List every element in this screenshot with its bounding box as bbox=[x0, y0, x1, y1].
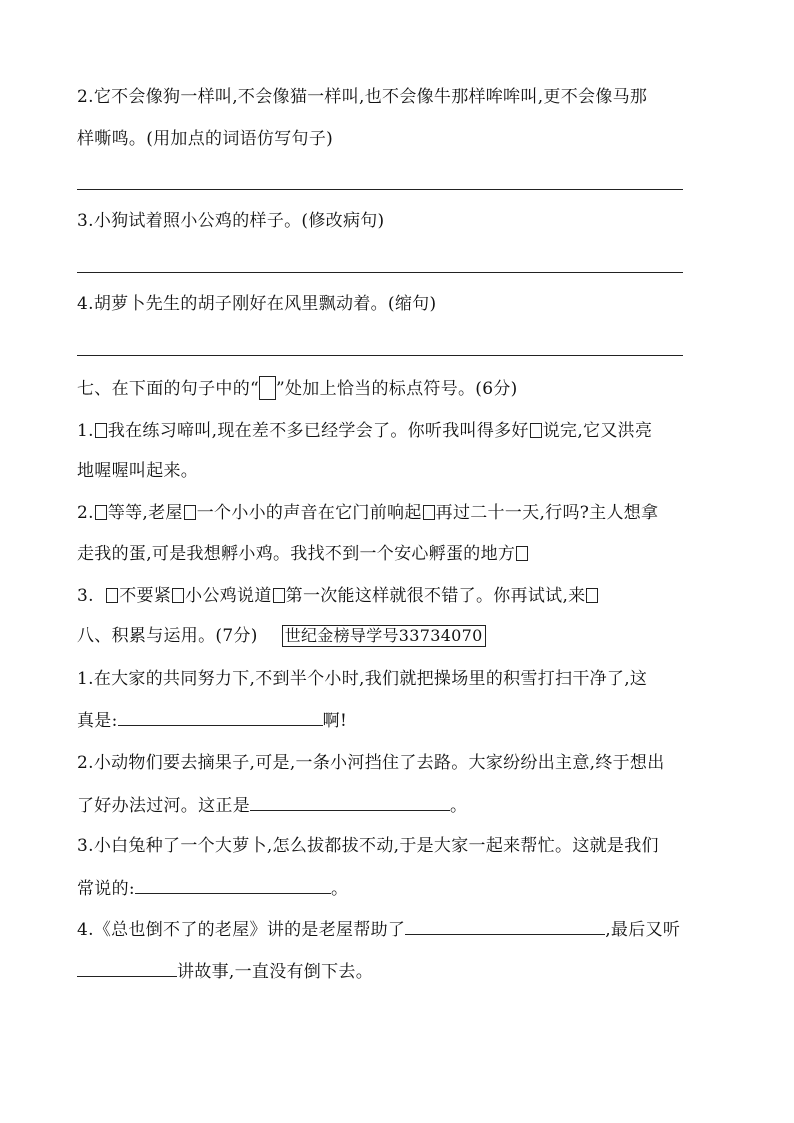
question-text: ,最后又听 bbox=[605, 920, 681, 940]
sentence-number: 3. bbox=[77, 586, 106, 606]
question-6-2-line-2: 样嘶鸣。(用加点的词语仿写句子) bbox=[77, 129, 334, 149]
punctuation-box[interactable] bbox=[95, 423, 107, 438]
question-text: 4.《总也倒不了的老屋》讲的是老屋帮助了 bbox=[77, 920, 406, 940]
sentence-number: 2. bbox=[77, 503, 94, 523]
punctuation-box[interactable] bbox=[273, 588, 285, 603]
question-6-4: 4.胡萝卜先生的胡子刚好在风里飘动着。(缩句) bbox=[77, 294, 437, 314]
question-8-2-line-1: 2.小动物们要去摘果子,可是,一条小河挡住了去路。大家纷纷出主意,终于想出 bbox=[77, 753, 665, 773]
sentence-7-1-line-2: 地喔喔叫起来。 bbox=[77, 461, 199, 481]
answer-blank-8-3[interactable] bbox=[135, 877, 331, 894]
punctuation-box[interactable] bbox=[95, 505, 107, 520]
sentence-text: 一个小小的声音在它门前响起 bbox=[196, 503, 422, 523]
sentence-text: 我在练习啼叫,现在差不多已经学会了。你听我叫得多好 bbox=[107, 421, 529, 441]
punctuation-box[interactable] bbox=[172, 588, 184, 603]
answer-line-6-3[interactable] bbox=[77, 272, 683, 273]
punctuation-box[interactable] bbox=[586, 588, 598, 603]
question-text: 。 bbox=[450, 796, 468, 816]
answer-blank-8-4a[interactable] bbox=[405, 918, 605, 935]
question-8-1-line-2 bbox=[77, 709, 347, 732]
punctuation-box[interactable] bbox=[184, 505, 196, 520]
question-text: 真是: bbox=[77, 711, 118, 731]
section-7-title bbox=[77, 376, 518, 400]
question-text: 啊! bbox=[322, 711, 348, 731]
study-number-stamp: 世纪金榜导学号33734070 bbox=[282, 625, 486, 647]
question-text: 常说的: bbox=[77, 879, 135, 899]
sentence-text: 等等,老屋 bbox=[107, 503, 183, 523]
punctuation-box-example bbox=[259, 376, 276, 400]
punctuation-box[interactable] bbox=[530, 423, 542, 438]
question-text: 了好办法过河。这正是 bbox=[77, 796, 250, 816]
answer-line-6-4[interactable] bbox=[77, 355, 683, 356]
question-8-2-line-2 bbox=[77, 794, 467, 817]
answer-line-6-2[interactable] bbox=[77, 189, 683, 190]
section-8-title bbox=[77, 625, 486, 647]
sentence-7-3 bbox=[77, 585, 599, 607]
section-8-title-text: 八、积累与运用。(7分) bbox=[77, 626, 258, 646]
punctuation-box[interactable] bbox=[423, 505, 435, 520]
section-7-title-start: 七、在下面的句子中的“ bbox=[77, 379, 259, 399]
sentence-7-2-line-2 bbox=[77, 543, 529, 565]
sentence-text: 走我的蛋,可是我想孵小鸡。我找不到一个安心孵蛋的地方 bbox=[77, 544, 516, 564]
sentence-text: 说完,它又洪亮 bbox=[542, 421, 653, 441]
question-text: 。 bbox=[330, 879, 349, 899]
punctuation-box[interactable] bbox=[516, 546, 528, 561]
answer-blank-8-4b[interactable] bbox=[77, 960, 177, 977]
sentence-7-2-line-1 bbox=[77, 502, 658, 524]
sentence-7-1-line-1 bbox=[77, 420, 652, 442]
sentence-text: 第一次能这样就很不错了。你再试试,来 bbox=[285, 586, 586, 606]
answer-blank-8-1[interactable] bbox=[118, 709, 323, 726]
punctuation-box[interactable] bbox=[106, 588, 118, 603]
sentence-text: 不要紧 bbox=[119, 586, 172, 606]
sentence-text: 再过二十一天,行吗?主人想拿 bbox=[435, 503, 659, 523]
question-6-3: 3.小狗试着照小公鸡的样子。(修改病句) bbox=[77, 211, 385, 231]
question-8-3-line-1: 3.小白兔种了一个大萝卜,怎么拔都拔不动,于是大家一起来帮忙。这就是我们 bbox=[77, 836, 659, 856]
question-text: 讲故事,一直没有倒下去。 bbox=[177, 962, 374, 982]
question-8-4-line-2 bbox=[77, 960, 373, 983]
answer-blank-8-2[interactable] bbox=[250, 794, 450, 811]
question-8-1-line-1: 1.在大家的共同努力下,不到半个小时,我们就把操场里的积雪打扫干净了,这 bbox=[77, 669, 648, 689]
sentence-text: 小公鸡说道 bbox=[185, 586, 272, 606]
section-7-title-end: ”处加上恰当的标点符号。(6分) bbox=[276, 379, 518, 399]
question-6-2-line-1: 2.它不会像狗一样叫,不会像猫一样叫,也不会像牛那样哞哞叫,更不会像马那 bbox=[77, 87, 648, 107]
question-8-3-line-2 bbox=[77, 877, 348, 900]
sentence-number: 1. bbox=[77, 421, 94, 441]
question-8-4-line-1 bbox=[77, 918, 680, 941]
